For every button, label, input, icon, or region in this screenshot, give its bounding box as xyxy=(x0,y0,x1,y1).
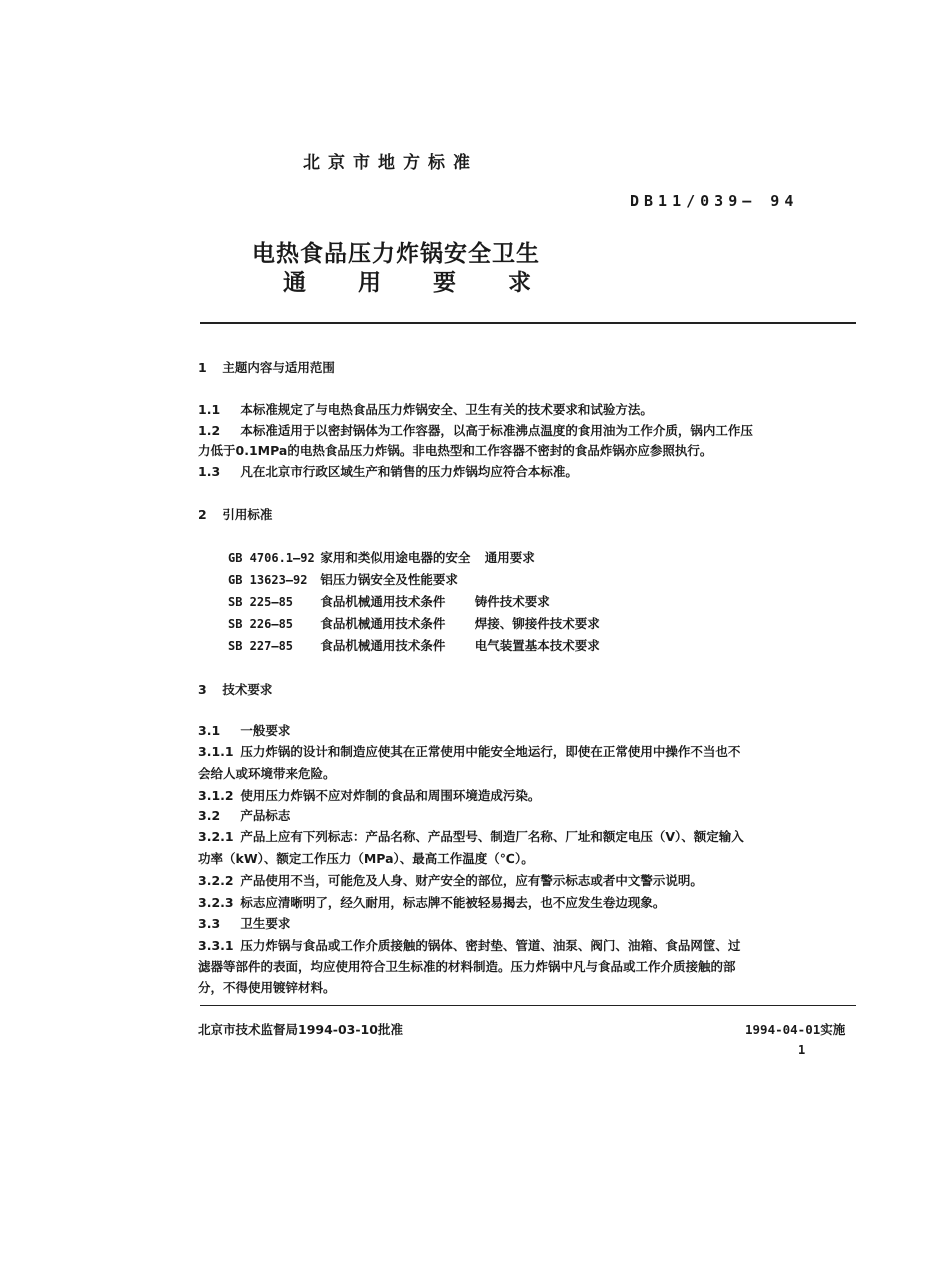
clause-title: 产品标志 xyxy=(240,808,291,823)
clause-1-3 xyxy=(198,463,578,480)
document-title-line1: 电热食品压力炸锅安全卫生 xyxy=(252,240,540,267)
bottom-divider xyxy=(200,1005,856,1006)
section-number: 2 xyxy=(198,507,207,522)
clause-3-3 xyxy=(198,915,290,932)
clause-3-1-2 xyxy=(198,787,540,804)
section-1-heading xyxy=(198,358,335,376)
reference-title: 家用和类似用途电器的安全 xyxy=(320,550,471,565)
clause-number: 3.2.2 xyxy=(198,873,234,888)
clause-text: 产品上应有下列标志：产品名称、产品型号、制造厂名称、厂址和额定电压（V）、额定输入 xyxy=(240,829,744,844)
top-divider xyxy=(200,322,856,324)
clause-number: 3.2.3 xyxy=(198,895,234,910)
reference-subtitle: 铸件技术要求 xyxy=(474,594,550,609)
reference-subtitle: 电气装置基本技术要求 xyxy=(474,638,600,653)
clause-3-1-1-cont: 会给人或环境带来危险。 xyxy=(198,766,336,781)
reference-item xyxy=(228,637,600,655)
clause-title: 一般要求 xyxy=(240,723,291,738)
clause-number: 3.3 xyxy=(198,916,221,931)
clause-3-3-1-cont2: 分，不得使用镀锌材料。 xyxy=(198,980,336,995)
reference-title: 食品机械通用技术条件 xyxy=(320,616,446,631)
reference-code: GB 4706.1—92 xyxy=(228,551,315,565)
clause-3-2-1-cont: 功率（kW）、额定工作压力（MPa）、最高工作温度（℃）。 xyxy=(198,851,534,866)
clause-text: 使用压力炸锅不应对炸制的食品和周围环境造成污染。 xyxy=(240,788,541,803)
reference-item xyxy=(228,549,535,567)
clause-number: 3.1 xyxy=(198,723,221,738)
page-number: 1 xyxy=(798,1043,806,1057)
clause-number: 3.2 xyxy=(198,808,221,823)
reference-subtitle: 焊接、铆接件技术要求 xyxy=(474,616,600,631)
reference-code: GB 13623—92 xyxy=(228,573,308,587)
approval-info: 北京市技术监督局1994-03-10批准 xyxy=(198,1022,403,1037)
clause-3-3-1-cont: 滤器等部件的表面，均应使用符合卫生标准的材料制造。压力炸锅中凡与食品或工作介质接触的部 xyxy=(198,959,736,974)
clause-1-1 xyxy=(198,401,653,418)
section-title: 技术要求 xyxy=(222,682,273,697)
clause-title: 卫生要求 xyxy=(240,916,291,931)
section-2-heading xyxy=(198,505,272,523)
clause-3-2-3 xyxy=(198,894,665,911)
clause-text: 本标准适用于以密封锅体为工作容器，以高于标准沸点温度的食用油为工作介质，锅内工作压 xyxy=(240,423,753,438)
reference-item xyxy=(228,593,550,611)
reference-code: SB 225—85 xyxy=(228,595,294,609)
clause-text: 压力炸锅与食品或工作介质接触的锅体、密封垫、管道、油泵、阀门、油箱、食品网筐、过 xyxy=(240,938,741,953)
clause-number: 3.2.1 xyxy=(198,829,234,844)
clause-text: 产品使用不当，可能危及人身、财产安全的部位，应有警示标志或者中文警示说明。 xyxy=(240,873,703,888)
standard-type: 北京市地方标准 xyxy=(303,153,478,173)
clause-text: 压力炸锅的设计和制造应使其在正常使用中能安全地运行，即使在正常使用中操作不当也不 xyxy=(240,744,741,759)
clause-number: 3.1.2 xyxy=(198,788,234,803)
clause-3-1 xyxy=(198,722,290,739)
reference-title: 铝压力锅安全及性能要求 xyxy=(320,572,458,587)
clause-text: 凡在北京市行政区域生产和销售的压力炸锅均应符合本标准。 xyxy=(240,464,578,479)
clause-3-2-1 xyxy=(198,828,744,845)
document-number: DB11/039— 94 xyxy=(630,192,799,210)
clause-text: 标志应清晰明了，经久耐用，标志牌不能被轻易揭去，也不应发生卷边现象。 xyxy=(240,895,666,910)
reference-item xyxy=(228,615,600,633)
clause-number: 1.2 xyxy=(198,423,221,438)
clause-3-2-2 xyxy=(198,872,703,889)
section-number: 1 xyxy=(198,360,207,375)
reference-code: SB 227—85 xyxy=(228,639,294,653)
section-title: 主题内容与适用范围 xyxy=(222,360,335,375)
reference-subtitle: 通用要求 xyxy=(484,550,535,565)
section-number: 3 xyxy=(198,682,207,697)
clause-number: 1.3 xyxy=(198,464,221,479)
section-title: 引用标准 xyxy=(222,507,273,522)
clause-number: 3.3.1 xyxy=(198,938,234,953)
reference-title: 食品机械通用技术条件 xyxy=(320,594,446,609)
reference-title: 食品机械通用技术条件 xyxy=(320,638,446,653)
clause-3-3-1 xyxy=(198,937,740,954)
clause-3-2 xyxy=(198,807,290,824)
clause-3-1-1 xyxy=(198,743,740,760)
clause-number: 3.1.1 xyxy=(198,744,234,759)
clause-1-2-cont: 力低于0.1MPa的电热食品压力炸锅。非电热型和工作容器不密封的食品炸锅亦应参照执行。 xyxy=(198,443,713,458)
clause-1-2 xyxy=(198,422,753,439)
effective-date: 1994-04-01实施 xyxy=(745,1022,846,1037)
reference-item xyxy=(228,571,458,589)
clause-text: 本标准规定了与电热食品压力炸锅安全、卫生有关的技术要求和试验方法。 xyxy=(240,402,653,417)
document-title-line2: 通用要求 xyxy=(283,269,583,296)
section-3-heading xyxy=(198,680,272,698)
reference-code: SB 226—85 xyxy=(228,617,294,631)
clause-number: 1.1 xyxy=(198,402,221,417)
